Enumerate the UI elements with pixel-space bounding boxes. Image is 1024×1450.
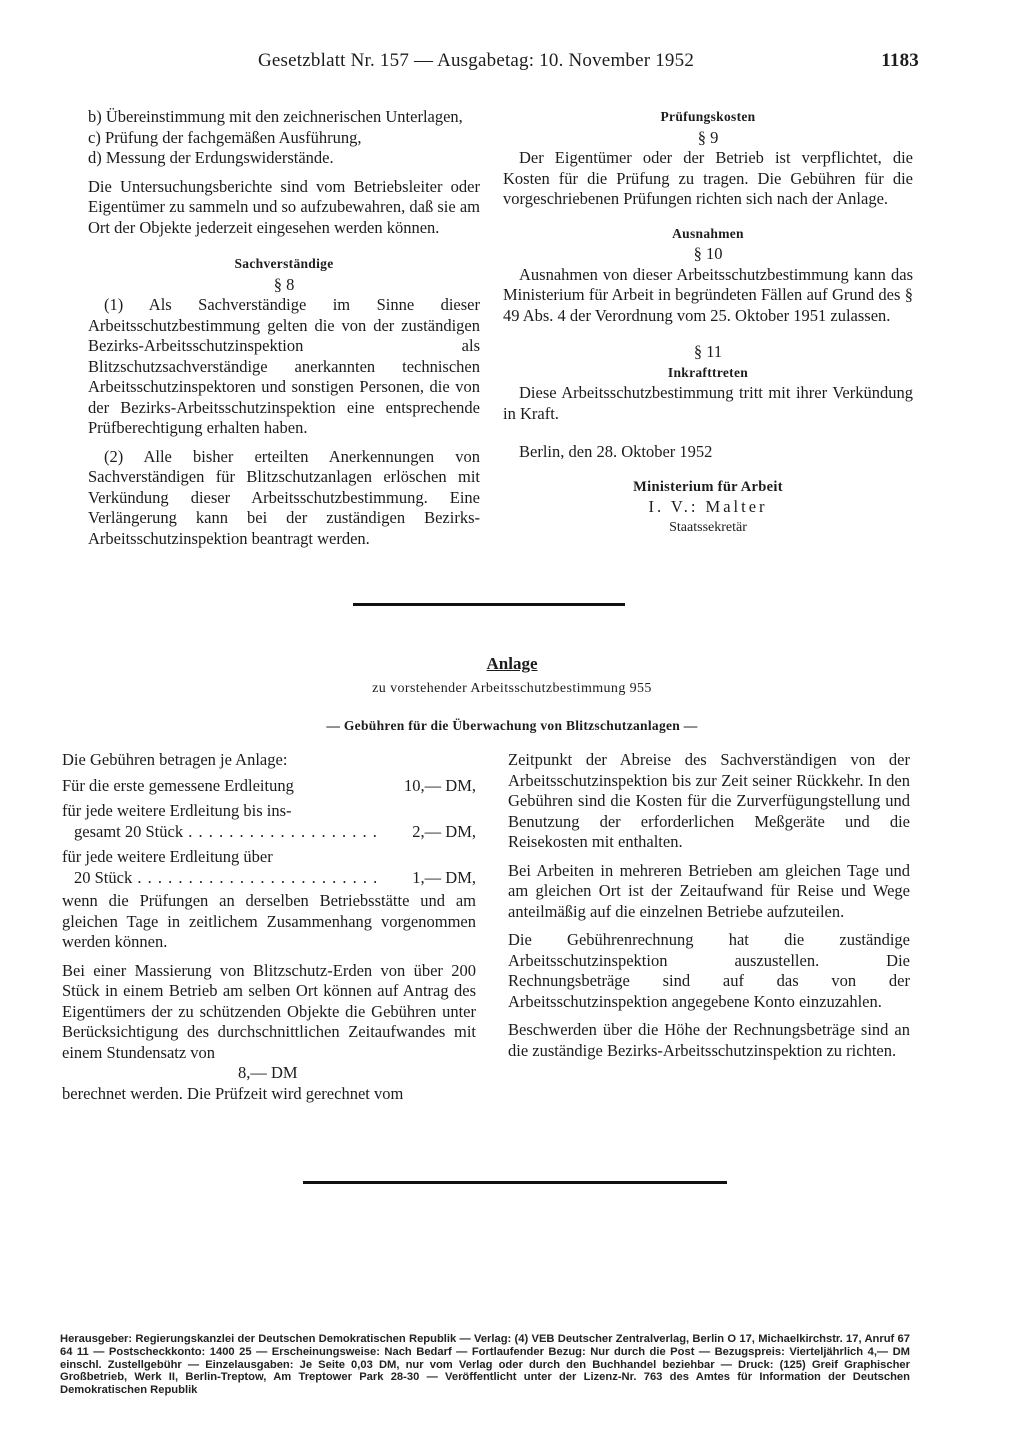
reports-paragraph: Die Untersuchungsberichte sind vom Betriebsleiter oder Eigentümer zu sammeln und so aufzubewahren, daß sie am Ort der Objekte jederzeit eingesehen werden können. — [88, 176, 480, 237]
section-8-label: § 8 — [273, 274, 295, 294]
gazette-title: Gesetzblatt Nr. 157 — Ausgabetag: 10. November 1952 — [258, 50, 695, 71]
annex-paragraph-2: Bei Arbeiten in mehreren Betrieben am gleichen Tage und am gleichen Ort ist der Zeitaufwand für Reise und Wege anteilmäßig auf die einzelnen Betriebe aufzuteilen. — [508, 860, 910, 921]
annex-paragraph-1: Zeitpunkt der Abreise des Sachverständigen von der Arbeitsschutzinspektion bis zur Zeit seiner Rückkehr. In den Gebühren sind die Kosten für die Zurverfügungstellung und Benutzung der erforderlichen Meßgeräte und die Reisekosten mit enthalten. — [508, 750, 910, 851]
place-date: Berlin, den 28. Oktober 1952 — [519, 442, 713, 461]
fees-intro: Die Gebühren betragen je Anlage: — [62, 750, 288, 769]
mass-earth-paragraph: Bei einer Massierung von Blitzschutz-Erden von über 200 Stück in einem Betrieb am selben Ort können auf Antrag des Eigentümers der zu schützenden Objekte die Gebühren unter Berücksichtigung des durchschnittlichen Zeitaufwandes mit einem Stundensatz von — [62, 960, 476, 1062]
inspection-time-paragraph: berechnet werden. Die Prüfzeit wird gerechnet vom — [62, 1083, 404, 1103]
section-8-paragraph-1: (1) Als Sachverständige im Sinne dieser Arbeitsschutzbestimmung gelten die von der zuständigen Bezirks-Arbeitsschutzinspektion als Blitzschutzsachverständige anerkannten technischen Arbeitsschutzinspektoren und sonstigen Personen, die von der Bezirks-Arbeitsschutzinspektion eine entsprechende Prüfberechtigung erhalten haben. — [88, 295, 480, 437]
fee-3-label-a: für jede weitere Erdleitung über — [62, 847, 273, 866]
list-item-b: b) Übereinstimmung mit den zeichnerischen Unterlagen, — [88, 107, 463, 126]
fee-row-second — [62, 822, 476, 843]
exceptions-heading: Ausnahmen — [672, 225, 744, 241]
fee-1-label: Für die erste gemessene Erdleitung — [62, 775, 294, 795]
fee-3-label-b: 20 Stück — [74, 867, 133, 887]
list-item-d: d) Messung der Erdungswiderstände. — [88, 148, 334, 167]
costs-heading: Prüfungskosten — [660, 109, 756, 124]
fee-2-label-b: gesamt 20 Stück — [74, 821, 184, 841]
fee-row-third — [62, 868, 476, 889]
same-site-paragraph: wenn die Prüfungen an derselben Betriebsstätte und am gleichen Tage in zeitlichem Zusammenhang vorgenommen werden können. — [62, 891, 476, 951]
fee-1-amount: 10,— DM, — [404, 775, 476, 795]
publisher-imprint: Herausgeber: Regierungskanzlei der Deutschen Demokratischen Republik — Verlag: (4) VEB Deutscher Zentralverlag, Berlin O 17, Michaelkirchstr. 17, Anruf 67 64 11 — Postscheckkonto: 1400 25 — Erscheinungsweise: Nach Bedarf — Fortlaufender Bezug: Nur durch die Post — Bezugspreis: Vierteljährlich 4,— DM einschl. Zustellgebühr — Einzelausgaben: Je Seite 0,03 DM, nur vom Verlag oder durch den Buchhandel beziehbar — Druck: (125) Greif Graphischer Großbetrieb, Werk II, Berlin-Treptow, Am Treptower Park 28-30 — Veröffentlicht unter der Lizenz-Nr. 763 des Amtes für Information der Deutschen Demokratischen Republik — [60, 1333, 910, 1397]
signatory-title: Staatssekretär — [669, 519, 747, 535]
section-divider — [353, 603, 625, 606]
section-8-paragraph-2: (2) Alle bisher erteilten Anerkennungen von Sachverständigen für Blitzschutzanlagen erlöschen mit Verkündung dieser Arbeitsschutzbestimmung. Eine Verlängerung kann bei der zuständigen Bezirks-Arbeitsschutzinspektion beantragt werden. — [88, 446, 480, 548]
section-11-paragraph: Diese Arbeitsschutzbestimmung tritt mit ihrer Verkündung in Kraft. — [503, 383, 913, 423]
leader-dots — [183, 822, 376, 841]
effect-heading: Inkrafttreten — [667, 364, 749, 380]
annex-title: Anlage — [486, 654, 538, 673]
section-9-label: § 9 — [697, 127, 719, 147]
right-column-top — [503, 107, 913, 538]
signatory: I. V.: Malter — [648, 497, 768, 516]
annex-subtitle: zu vorstehender Arbeitsschutzbestimmung 955 — [372, 681, 652, 696]
ministry-name: Ministerium für Arbeit — [633, 478, 783, 495]
list-item-c: c) Prüfung der fachgemäßen Ausführung, — [88, 127, 362, 147]
fee-row-first — [62, 776, 476, 797]
left-column-top — [88, 107, 480, 549]
annex-heading: — Gebühren für die Überwachung von Blitzschutzanlagen — — [326, 718, 698, 733]
section-11-label: § 11 — [693, 342, 723, 361]
annex-paragraph-4: Beschwerden über die Höhe der Rechnungsbeträge sind an die zuständige Bezirks-Arbeitsschutzinspektion zu richten. — [508, 1020, 910, 1060]
page-number: 1183 — [881, 50, 919, 71]
fee-3-amount: 1,— DM, — [412, 867, 476, 887]
fee-2-amount: 2,— DM, — [412, 821, 476, 841]
right-column-bottom — [508, 750, 910, 1061]
section-9-paragraph: Der Eigentümer oder der Betrieb ist verpflichtet, die Kosten für die Prüfung zu tragen. Die Gebühren für die vorgeschriebenen Prüfungen richten sich nach der Anlage. — [503, 148, 913, 208]
section-10-label: § 10 — [693, 244, 723, 263]
annex-paragraph-3: Die Gebührenrechnung hat die zuständige Arbeitsschutzinspektion auszustellen. Die Rechnungsbeträge sind auf das von der Arbeitsschutzinspektion angegebene Konto einzuzahlen. — [508, 930, 910, 1011]
experts-heading: Sachverständige — [234, 256, 334, 271]
left-column-bottom — [62, 750, 476, 1104]
leader-dots — [132, 868, 376, 887]
fee-2-label-a: für jede weitere Erdleitung bis ins- — [62, 801, 292, 820]
closing-divider — [303, 1181, 727, 1184]
hourly-rate: 8,— DM — [238, 1063, 298, 1082]
section-10-paragraph: Ausnahmen von dieser Arbeitsschutzbestimmung kann das Ministerium für Arbeit in begründeten Fällen auf Grund des § 49 Abs. 4 der Verordnung vom 25. Oktober 1951 zulassen. — [503, 264, 913, 325]
